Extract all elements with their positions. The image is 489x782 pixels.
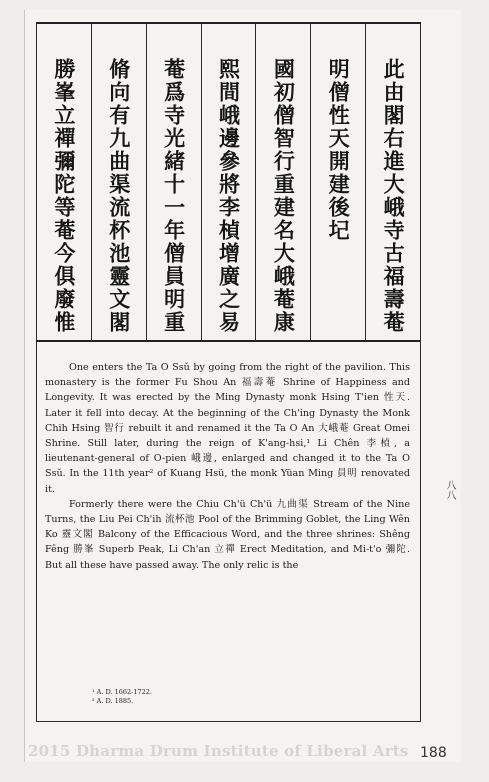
chinese-column: 脩向有九曲渠流杯池靈文閣 xyxy=(91,24,146,340)
chinese-column: 此由閣右進大峨寺古福壽菴 xyxy=(365,24,421,340)
page-number: 188 xyxy=(420,745,447,761)
paragraph: Formerly there were the Chiu Ch'ü Ch'ü 九曲渠 Stream of the Nine Turns, the Liu Pei Ch'ih 流杯池 Pool of the Brimming Goblet, the Ling Wên Ko 靈文閣 Balcony of the Efficacious Word, and the three shrines: Shêng Fêng 勝峯 Superb Peak, Li Ch'an 立禪 Erect Meditation, and Mi-t'o 彌陀. But all these have passed away. The only relic is the xyxy=(45,498,410,571)
footnote: ² A. D. 1885. xyxy=(92,697,134,705)
watermark-footer: 2015 Dharma Drum Institute of Liberal Arts xyxy=(28,742,409,760)
english-translation xyxy=(45,360,410,573)
margin-folio-mark: 八八 xyxy=(444,480,455,500)
paragraph: One enters the Ta O Ssŭ by going from the right of the pavilion. This monastery is the former Fu Shou An 福壽菴 Shrine of Happiness and Longevity. It was erected by the Ming Dynasty monk Hsing T'ien 性天. Later it fell into decay. At the beginning of the Ch'ing Dynasty the Monk Chih Hsing 智行 rebuilt it and renamed it the Ta O An 大峨菴 Great Omei Shrine. Still later, during the reign of K'ang-hsi,¹ Li Chên 李楨, a lieutenant-general of O-pien 峨邊, enlarged and changed it to the Ta O Ssŭ. In the 11th year² of Kuang Hsü, the monk Yüan Ming 員明 renovated it. xyxy=(45,362,410,495)
footnote: ¹ A. D. 1662-1722. xyxy=(92,688,152,696)
chinese-column: 明僧性天開建後圮 xyxy=(310,24,365,340)
chinese-column: 國初僧智行重建名大峨菴康 xyxy=(255,24,310,340)
chinese-column: 熙間峨邊參將李楨增廣之易 xyxy=(201,24,256,340)
chinese-column: 菴爲寺光緒十一年僧員明重 xyxy=(146,24,201,340)
chinese-text-panel xyxy=(36,22,421,342)
footnotes xyxy=(92,688,152,706)
chinese-column: 勝峯立禪彌陀等菴今俱廢惟 xyxy=(36,24,91,340)
